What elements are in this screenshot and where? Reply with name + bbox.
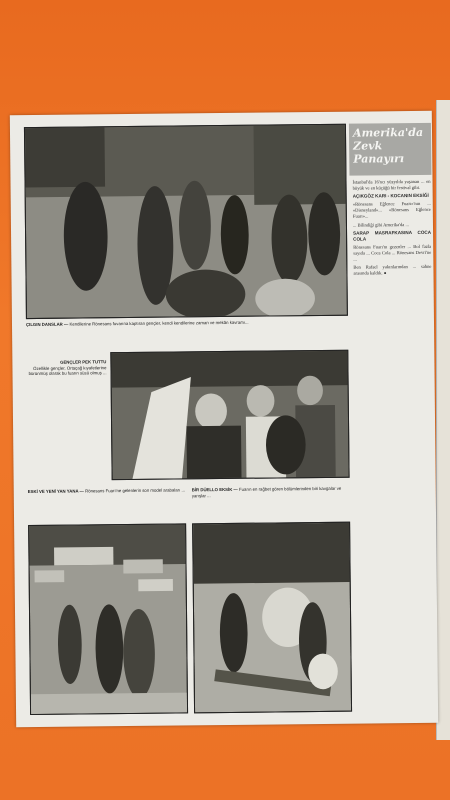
magazine-page	[10, 111, 438, 727]
caption-bottom-left: ESKİ VE YENİ YAN YANA — Rönesans Fuarı'ne gelenlerin son model arabaları ...	[27, 487, 186, 495]
photo-dancers	[24, 124, 348, 319]
caption-bottom-right: BİR DÜELLO EKSİK — Fuarın en rağbet gören bölümlerinden biri kavgalar ve yarışlar ...	[191, 485, 342, 498]
photo-costumed-youths	[110, 350, 349, 480]
photo-parking-lot	[28, 523, 188, 715]
article-title: Amerika'da Zevk Panayırı	[349, 123, 432, 176]
next-page-edge	[436, 100, 450, 740]
caption-top: ÇILGIN DANSLAR — Kendilerine Rönesans fuvarına kaptıran gençler, kendi kendilerine zaman ve mekân kavramı...	[25, 319, 249, 328]
article-column: İstanbul'da 16'ncı yüzyılda yaşanan ... en büyük ve en küçüğü bir festival gibi. AÇIKGÖZ KARI - KOCANIN EKSİĞİ «Rönesans Eğlence Fuarı»'nın ... «Disneyland»... «Rönesans Eğlence Fuarı»... ... Bilindiği gibi Amerika'da ... SARAP MASRAFKASINA COCA COLA Rönesans Fuarı'nı gezenler ... Bol fazla sayıda ... Coca Cola ... Rönesans Devri'ne ... Ben Rafael yakınlarından ... sahne arasında kaldık. ●	[352, 178, 432, 276]
photo-duel	[192, 522, 352, 714]
caption-middle-side: GENÇLER PEK TUTTU Özellikle gençler, Ortaçağ kıyafetlerine bürünmüş olarak bu fuarın süsü olmuş ...	[28, 359, 107, 377]
